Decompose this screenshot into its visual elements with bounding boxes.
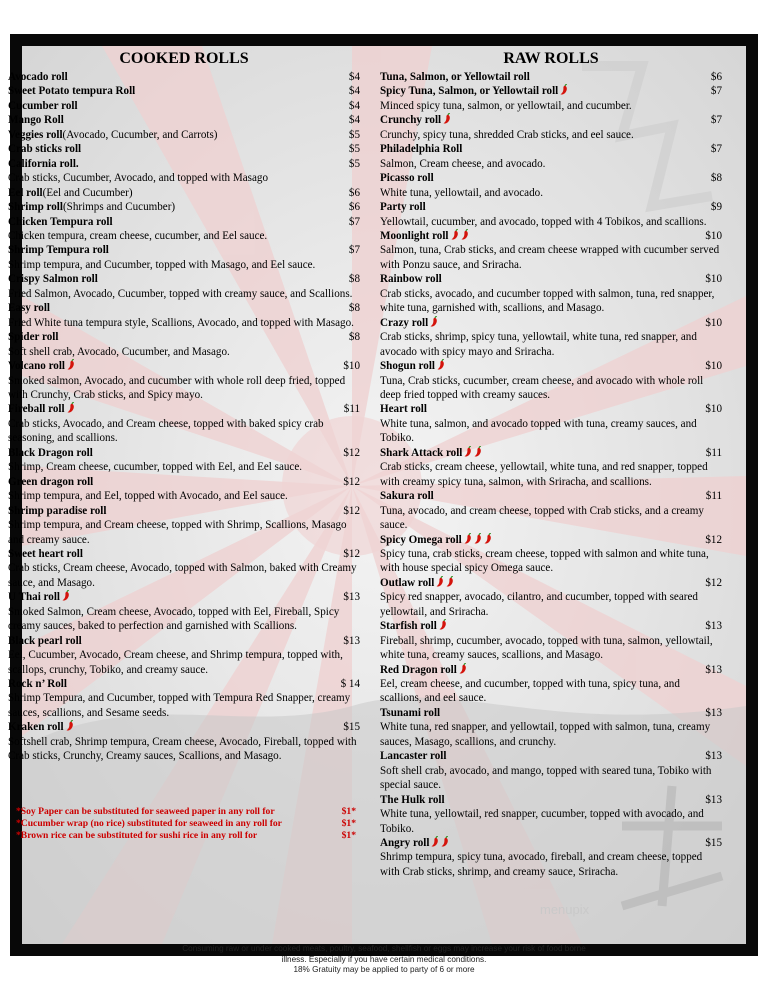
item-name: Eel roll xyxy=(8,186,43,199)
item-name: Shark Attack roll xyxy=(380,446,463,459)
chili-pepper-icon xyxy=(474,446,482,457)
disclaimer-footer xyxy=(0,944,768,976)
item-price: $8 xyxy=(348,302,360,315)
item-description: White tuna, salmon, and avocado topped with tuna, creamy sauces, and Tobiko. xyxy=(380,417,697,445)
item-description: Eel, cream cheese, and cucumber, topped with tuna, spicy tuna, and scallions, and eel sauce. xyxy=(380,678,680,705)
menu-item xyxy=(8,186,360,200)
item-price: $13 xyxy=(705,620,722,633)
item-name: Heart roll xyxy=(380,403,427,416)
cooked-rolls-column xyxy=(8,50,360,764)
item-name: Shrimp Tempura roll xyxy=(8,244,109,257)
chili-pepper-icon xyxy=(67,359,75,370)
item-name: Party roll xyxy=(380,201,426,214)
chili-pepper-icon xyxy=(436,576,444,587)
menu-item xyxy=(380,402,722,445)
item-name: U Thai roll xyxy=(8,591,60,604)
item-name: Black Dragon roll xyxy=(8,446,93,459)
item-price: $10 xyxy=(705,316,722,329)
item-price: $13 xyxy=(705,793,722,806)
item-name: Red Dragon roll xyxy=(380,663,457,676)
menu-item xyxy=(380,316,722,359)
item-price: $6 xyxy=(710,71,722,83)
item-price: $12 xyxy=(705,576,722,589)
item-price: $7 xyxy=(710,143,722,156)
item-price: $6 xyxy=(348,186,360,199)
chili-pepper-icon xyxy=(560,84,568,95)
item-price: $5 xyxy=(348,143,360,156)
item-name: Starfish roll xyxy=(380,620,437,633)
item-price: $8 xyxy=(710,172,722,185)
item-name: Moonlight roll xyxy=(380,229,449,242)
item-price: $10 xyxy=(705,403,722,416)
item-name: Black pearl roll xyxy=(8,634,82,647)
item-description: Minced spicy tuna, salmon, or yellowtail, and cucumber. xyxy=(380,99,632,112)
menu-item xyxy=(380,836,722,879)
watermark: menupix xyxy=(540,902,590,917)
item-description: Softshell crab, Shrimp tempura, Cream cheese, Avocado, Fireball, topped with Crab sticks, Crunchy, Creamy sauces, Scallions, and Masago. xyxy=(8,735,357,763)
item-description: Salmon, Cream cheese, and avocado. xyxy=(380,157,546,170)
item-price: $5 xyxy=(348,157,360,170)
menu-item xyxy=(380,84,722,113)
item-price: $13 xyxy=(343,634,360,647)
item-price: $7 xyxy=(710,85,722,98)
item-name: Veggies roll xyxy=(8,128,63,141)
chili-pepper-icon xyxy=(464,446,472,457)
item-description: White tuna, yellowtail, and avocado. xyxy=(380,186,543,199)
menu-item xyxy=(8,720,360,763)
item-description: White tuna, red snapper, and yellowtail, topped with salmon, tuna, creamy sauces, Masago, scallions, and crunchy. xyxy=(380,721,711,748)
item-price: $11 xyxy=(705,490,722,503)
item-price: $4 xyxy=(348,71,360,83)
item-detail: (Eel and Cucumber) xyxy=(42,186,133,199)
menu-item xyxy=(8,504,360,547)
menu-item xyxy=(8,70,360,84)
menu-item xyxy=(8,272,360,301)
item-description: Shrimp tempura, spicy tuna, avocado, fireball, and cream cheese, topped with Crab sticks, shrimp, and creamy sauce, Sriracha. xyxy=(380,851,703,878)
item-price: $12 xyxy=(343,547,360,560)
item-price: $13 xyxy=(343,591,360,604)
item-name: Outlaw roll xyxy=(380,576,435,589)
menu-item xyxy=(380,489,722,532)
item-description: Fried Salmon, Avocado, Cucumber, topped with creamy sauce, and Scallions. xyxy=(8,287,353,300)
item-name: Sweet Potato tempura Roll xyxy=(8,85,136,98)
item-description: Fireball, shrimp, cucumber, avocado, topped with tuna, salmon, yellowtail, white tuna, creamy sauces, scallions, and Masago. xyxy=(380,634,713,662)
menu-item xyxy=(8,634,360,677)
item-price: $8 xyxy=(348,331,360,344)
chili-pepper-icon xyxy=(446,576,454,587)
chili-pepper-icon xyxy=(474,533,482,544)
item-name: Fireball roll xyxy=(8,403,65,416)
menu-item xyxy=(8,128,360,142)
substitution-note: *Brown rice can be substituted for sushi rice in any roll for $1* xyxy=(16,830,356,842)
item-price: $12 xyxy=(343,504,360,517)
chili-pepper-icon xyxy=(443,113,451,124)
item-name: Shrimp roll xyxy=(8,201,63,214)
chili-pepper-icon xyxy=(464,533,472,544)
item-name: Rock n’ Roll xyxy=(8,678,67,691)
footer-line: 18% Gratuity may be applied to party of 6 or more xyxy=(293,965,475,974)
item-description: Crab sticks, avocado, and cucumber topped with salmon, tuna, red snapper, white tuna, garnished with, scallions, and Masago. xyxy=(380,287,715,315)
item-description: White tuna, yellowtail, red snapper, cucumber, topped with avocado, and Tobiko. xyxy=(380,808,704,835)
item-price: $12 xyxy=(705,533,722,546)
chili-pepper-icon xyxy=(439,619,447,630)
item-price: $10 xyxy=(705,229,722,242)
item-description: Salmon, tuna, Crab sticks, and cream cheese wrapped with cucumber served with Ponzu sauce, and Sriracha. xyxy=(380,244,720,271)
menu-item xyxy=(380,200,722,229)
item-price: $7 xyxy=(348,244,360,257)
item-description: Spicy red snapper, avocado, cilantro, and cucumber, topped with seared yellowtail, and Sriracha. xyxy=(380,591,698,618)
menu-item xyxy=(380,619,722,662)
item-description: Crab sticks, shrimp, spicy tuna, yellowtail, white tuna, red snapper, and avocado with spicy mayo and Sriracha. xyxy=(380,331,697,358)
menu-item xyxy=(8,359,360,402)
item-price: $13 xyxy=(705,663,722,676)
item-price: $12 xyxy=(343,446,360,459)
menu-item xyxy=(8,99,360,113)
item-name: Avocado roll xyxy=(8,71,68,83)
substitution-notes xyxy=(16,806,356,843)
item-description: Tuna, Crab sticks, cucumber, cream cheese, and avocado with whole roll deep fried topped with creamy sauces. xyxy=(380,374,704,401)
item-price: $10 xyxy=(705,360,722,373)
item-description: Shrimp tempura, and Cucumber, topped with Masago, and Eel sauce. xyxy=(8,258,316,271)
menu-item xyxy=(380,663,722,706)
item-description: Shrimp tempura, and Eel, topped with Avocado, and Eel sauce. xyxy=(8,490,288,503)
item-description: Crab sticks, cream cheese, yellowtail, white tuna, and red snapper, topped with creamy spicy tuna, salmon, with Sriracha, and scallions. xyxy=(380,461,708,488)
menu-item xyxy=(380,576,722,619)
menu-item xyxy=(8,402,360,445)
item-name: Crunchy roll xyxy=(380,114,442,127)
item-description: Soft shell crab, Avocado, Cucumber, and Masago. xyxy=(8,345,230,358)
menu-item xyxy=(380,359,722,402)
item-name: Crazy roll xyxy=(380,316,429,329)
item-name: Easy roll xyxy=(8,302,51,315)
item-price: $9 xyxy=(710,201,722,214)
chili-pepper-icon xyxy=(67,402,75,413)
item-price: $15 xyxy=(705,837,722,850)
item-price: $4 xyxy=(348,85,360,98)
menu-item xyxy=(8,677,360,720)
item-description: Spicy tuna, crab sticks, cream cheese, topped with salmon and white tuna, with house special spicy Omega sauce. xyxy=(380,547,709,575)
item-description: Shrimp tempura, and Cream cheese, topped with Shrimp, Scallions, Masago and creamy sauce. xyxy=(8,519,347,546)
item-name: Cucumber roll xyxy=(8,99,78,112)
substitution-note: *Soy Paper can be substituted for seaweed paper in any roll for $1* xyxy=(16,806,356,817)
menu-item xyxy=(380,706,722,749)
item-description: Fried White tuna tempura style, Scallions, Avocado, and topped with Masago. xyxy=(8,316,354,329)
item-description: Crab sticks, Cucumber, Avocado, and topped with Masago xyxy=(8,172,269,185)
item-price: $4 xyxy=(348,99,360,112)
menu-item xyxy=(380,793,722,836)
item-price: $4 xyxy=(348,114,360,127)
item-price: $15 xyxy=(343,721,360,734)
item-name: Sweet heart roll xyxy=(8,547,83,560)
item-name: Sakura roll xyxy=(380,490,434,503)
item-price: $12 xyxy=(343,475,360,488)
cooked-rolls-title: COOKED ROLLS xyxy=(119,50,249,67)
menu-item xyxy=(8,475,360,504)
item-name: Philadelphia Roll xyxy=(380,143,463,156)
item-description: Crab sticks, Cream cheese, Avocado, topped with Salmon, baked with Creamy sauce, and Masago. xyxy=(8,562,357,589)
chili-pepper-icon xyxy=(430,316,438,327)
chili-pepper-icon xyxy=(66,720,74,731)
menu-item xyxy=(8,142,360,156)
raw-rolls-list xyxy=(380,70,722,879)
item-description: Shrimp Tempura, and Cucumber, topped with Tempura Red Snapper, creamy sauces, scallions, and Sesame seeds. xyxy=(8,692,351,719)
chili-pepper-icon xyxy=(461,229,469,240)
item-detail: (Avocado, Cucumber, and Carrots) xyxy=(62,128,218,141)
menu-item xyxy=(380,171,722,200)
item-description: Crab sticks, Avocado, and Cream cheese, topped with baked spicy crab seasoning, and scallions. xyxy=(8,417,324,445)
item-name: Spicy Omega roll xyxy=(380,533,462,546)
chili-pepper-icon xyxy=(441,836,449,847)
item-price: $13 xyxy=(705,706,722,719)
chili-pepper-icon xyxy=(431,836,439,847)
menu-item xyxy=(8,215,360,244)
item-price: $6 xyxy=(348,201,360,214)
menu-item xyxy=(8,590,360,633)
menu-item xyxy=(380,533,722,576)
menu-item xyxy=(8,301,360,330)
item-name: Picasso roll xyxy=(380,172,434,185)
item-name: Mango Roll xyxy=(8,114,64,127)
item-name: Volcano roll xyxy=(8,360,66,373)
item-name: Spider roll xyxy=(8,331,59,344)
item-name: Kraken roll xyxy=(8,721,64,734)
item-name: Tuna, Salmon, or Yellowtail roll xyxy=(380,71,530,83)
item-price: $7 xyxy=(710,114,722,127)
chili-pepper-icon xyxy=(484,533,492,544)
item-description: Eel, Cucumber, Avocado, Cream cheese, and Shrimp tempura, topped with, scallops, crunchy, Tobiko, and creamy sauce. xyxy=(8,649,343,676)
item-price: $13 xyxy=(705,750,722,763)
item-description: Chicken tempura, cream cheese, cucumber, and Eel sauce. xyxy=(8,229,268,242)
item-price: $11 xyxy=(343,403,360,416)
item-description: Soft shell crab, avocado, and mango, topped with seared tuna, Tobiko with special sauce. xyxy=(380,764,712,792)
item-name: Shogun roll xyxy=(380,360,435,373)
item-price: $7 xyxy=(348,215,360,228)
item-description: Smoked salmon, Avocado, and cucumber with whole roll deep fried, topped with Crunchy, Crab sticks, and Spicy mayo. xyxy=(8,374,346,401)
footer-line: illness. Especially if you have certain medical conditions. xyxy=(281,954,487,964)
chili-pepper-icon xyxy=(437,359,445,370)
menu-item xyxy=(380,142,722,171)
chili-pepper-icon xyxy=(62,590,70,601)
menu-item xyxy=(380,446,722,489)
item-detail: (Shrimps and Cucumber) xyxy=(62,201,176,214)
item-price: $5 xyxy=(348,128,360,141)
menu-item xyxy=(8,446,360,475)
menu-item xyxy=(8,200,360,214)
item-description: Shrimp, Cream cheese, cucumber, topped with Eel, and Eel sauce. xyxy=(8,461,303,474)
menu-item xyxy=(380,70,722,84)
item-name: Crispy Salmon roll xyxy=(8,273,98,286)
item-name: Green dragon roll xyxy=(8,475,94,488)
substitution-note: *Cucumber wrap (no rice) substituted for seaweed in any roll for $1* xyxy=(16,818,356,830)
item-price: $10 xyxy=(343,360,360,373)
menu-item xyxy=(8,113,360,127)
item-name: California roll. xyxy=(8,157,79,170)
item-price: $ 14 xyxy=(340,678,360,691)
menu-item xyxy=(8,84,360,98)
item-name: Spicy Tuna, Salmon, or Yellowtail roll xyxy=(380,85,559,98)
footer-line: Consuming raw or under cooked meats, poultry, seafood, shellfish or eggs may increase your risk of food borne xyxy=(182,944,586,953)
raw-rolls-title: RAW ROLLS xyxy=(503,50,599,67)
item-name: Chicken Tempura roll xyxy=(8,215,113,228)
menu-item xyxy=(8,547,360,590)
item-name: Angry roll xyxy=(380,837,430,850)
item-price: $10 xyxy=(705,273,722,286)
menu-item xyxy=(8,243,360,272)
item-description: Yellowtail, cucumber, and avocado, topped with 4 Tobikos, and scallions. xyxy=(380,215,707,228)
menu-item xyxy=(380,749,722,792)
item-name: Tsunami roll xyxy=(380,706,441,719)
cooked-rolls-list xyxy=(8,70,360,764)
chili-pepper-icon xyxy=(459,663,467,674)
item-name: Shrimp paradise roll xyxy=(8,504,107,517)
menu-item xyxy=(8,157,360,186)
raw-rolls-column xyxy=(380,50,722,879)
item-name: The Hulk roll xyxy=(380,793,445,806)
item-price: $8 xyxy=(348,273,360,286)
item-description: Crunchy, spicy tuna, shredded Crab sticks, and eel sauce. xyxy=(380,128,634,141)
item-price: $11 xyxy=(705,446,722,459)
menu-item xyxy=(380,229,722,272)
menu-item xyxy=(380,113,722,142)
item-name: Crab sticks roll xyxy=(8,143,82,156)
item-name: Lancaster roll xyxy=(380,750,447,763)
item-description: Tuna, avocado, and cream cheese, topped with Crab sticks, and a creamy sauce. xyxy=(380,504,704,532)
chili-pepper-icon xyxy=(451,229,459,240)
menu-item xyxy=(380,272,722,315)
menu-item xyxy=(8,330,360,359)
item-description: Smoked Salmon, Cream cheese, Avocado, topped with Eel, Fireball, Spicy creamy sauces, baked to perfection and garnished with Scallions. xyxy=(8,605,340,633)
item-name: Rainbow roll xyxy=(380,273,442,286)
